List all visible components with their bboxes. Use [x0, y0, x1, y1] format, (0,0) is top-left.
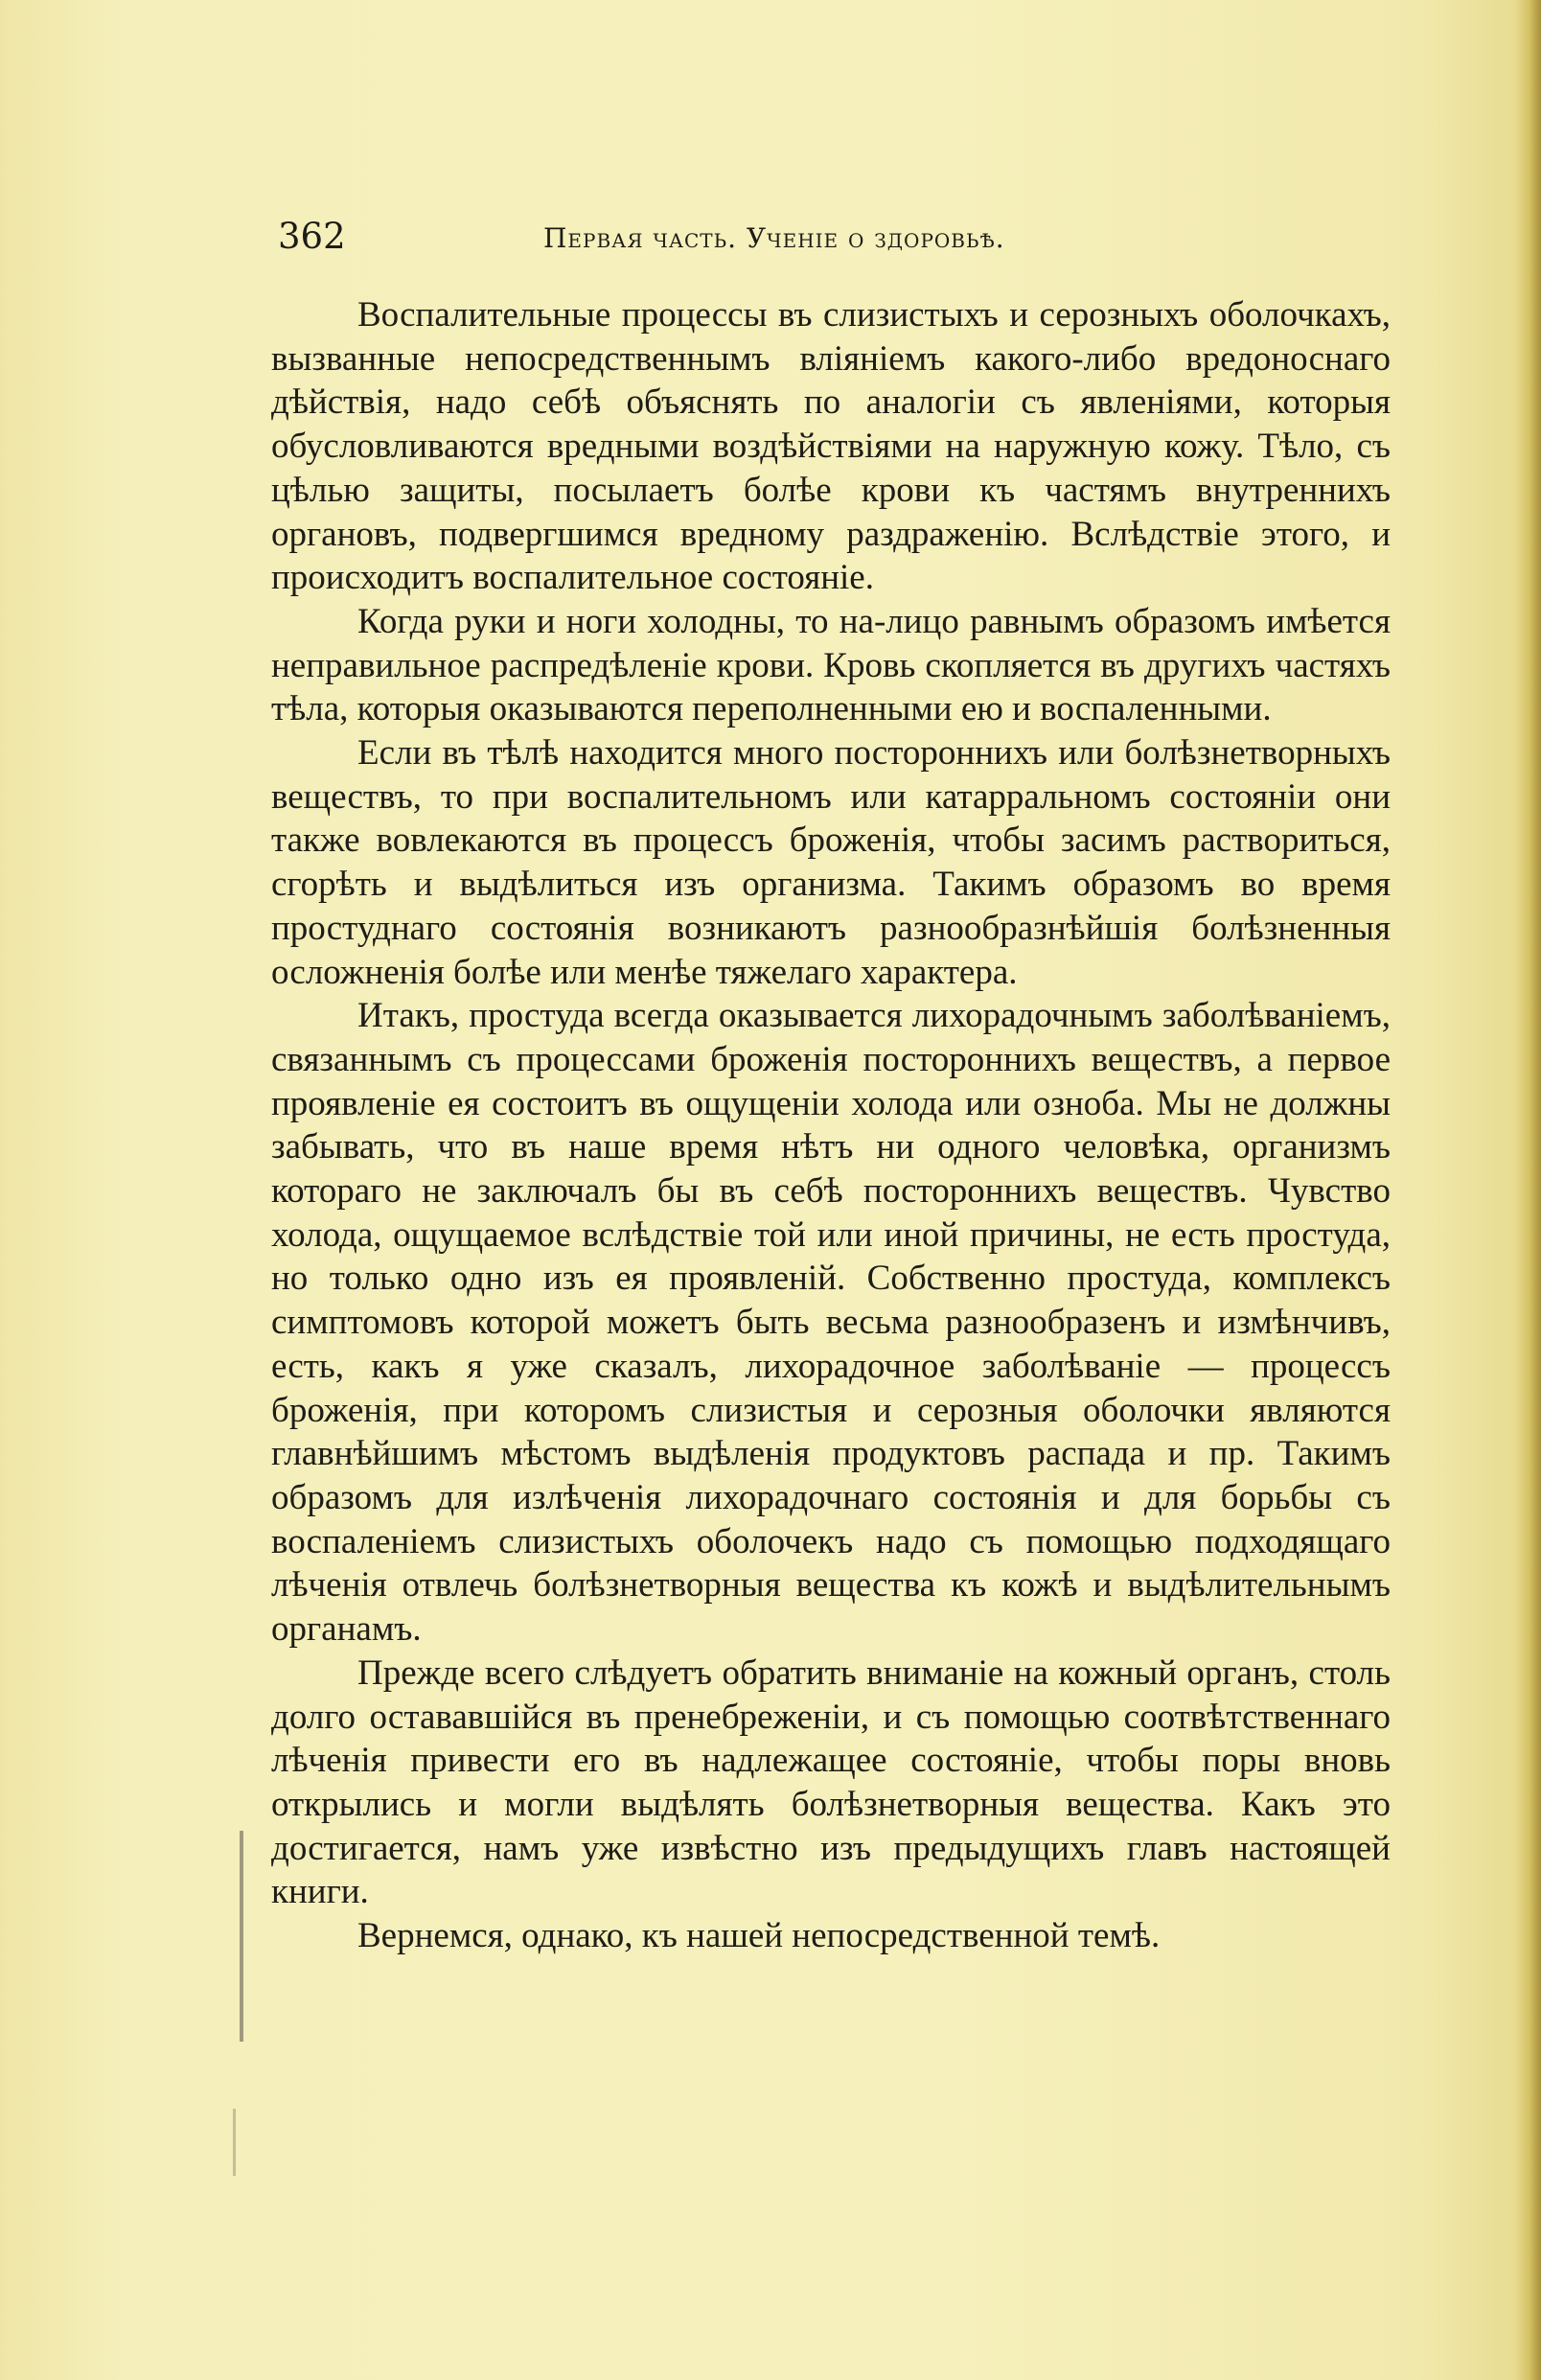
margin-pencil-mark [233, 2109, 236, 2176]
paragraph: Если въ тѣлѣ находится много постороннихъ или болѣзнетворныхъ веществъ, то при воспалительномъ или катарральномъ состояніи они также вовлекаются въ процессъ броженія, чтобы засимъ раствориться, сгорѣть и выдѣлиться изъ организма. Такимъ образомъ во время простуднаго состоянія возникаютъ разнообразнѣйшія болѣзненныя осложненія болѣе или менѣе тяжелаго характера. [271, 733, 1391, 992]
paragraph: Когда руки и ноги холодны, то на-лицо равнымъ образомъ имѣется неправильное распредѣленіе крови. Кровь скопляется въ другихъ частяхъ тѣла, которыя оказываются переполненными ею и воспаленными. [271, 601, 1391, 729]
paragraph: Воспалительные процессы въ слизистыхъ и серозныхъ оболочкахъ, вызванные непосредственнымъ вліяніемъ какого-либо вредоноснаго дѣйствія, надо себѣ объяснять по аналогіи съ явленіями, которыя обусловливаются вредными воздѣйствіями на наружную кожу. Тѣло, съ цѣлью защиты, посылаетъ болѣе крови къ частямъ внутреннихъ органовъ, подвергшимся вредному раздраженію. Вслѣдствіе этого, и происходитъ воспалительное состояніе. [271, 295, 1391, 598]
page-header [278, 213, 1409, 261]
body-text [271, 293, 1391, 1958]
margin-pencil-mark [240, 1831, 243, 2042]
paragraph: Вернемся, однако, къ нашей непосредственной темѣ. [357, 1916, 1161, 1956]
paragraph: Прежде всего слѣдуетъ обратить вниманіе на кожный органъ, столь долго остававшійся въ пренебреженіи, и съ помощью соотвѣтственнаго лѣченія привести его въ надлежащее состояніе, чтобы поры вновь открылись и могли выдѣлять болѣзнетворныя вещества. Какъ это достигается, намъ уже извѣстно изъ предыдущихъ главъ настоящей книги. [271, 1652, 1391, 1912]
page-number: 362 [278, 216, 346, 257]
page-edge-shadow [1514, 0, 1541, 2380]
running-head: Первая часть. Ученіе о здоровьѣ. [543, 222, 1005, 254]
paragraph: Итакъ, простуда всегда оказывается лихорадочнымъ заболѣваніемъ, связаннымъ съ процессами броженія постороннихъ веществъ, а первое проявленіе ея состоитъ въ ощущеніи холода или озноба. Мы не должны забывать, что въ наше время нѣтъ ни одного человѣка, организмъ котораго не заключалъ бы въ себѣ постороннихъ веществъ. Чувство холода, ощущаемое вслѣдствіе той или иной причины, не есть простуда, но только одно изъ ея проявленій. Собственно простуда, комплексъ симптомовъ которой можетъ быть весьма разнообразенъ и измѣнчивъ, есть, какъ я уже сказалъ, лихорадочное заболѣваніе — процессъ броженія, при которомъ слизистыя и серозныя оболочки являются главнѣйшимъ мѣстомъ выдѣленія продуктовъ распада и пр. Такимъ образомъ для излѣченія лихорадочнаго состоянія и для борьбы съ воспаленіемъ слизистыхъ оболочекъ надо съ помощью подходящаго лѣченія отвлечь болѣзнетворныя вещества къ кожѣ и выдѣлительнымъ органамъ. [271, 996, 1391, 1650]
